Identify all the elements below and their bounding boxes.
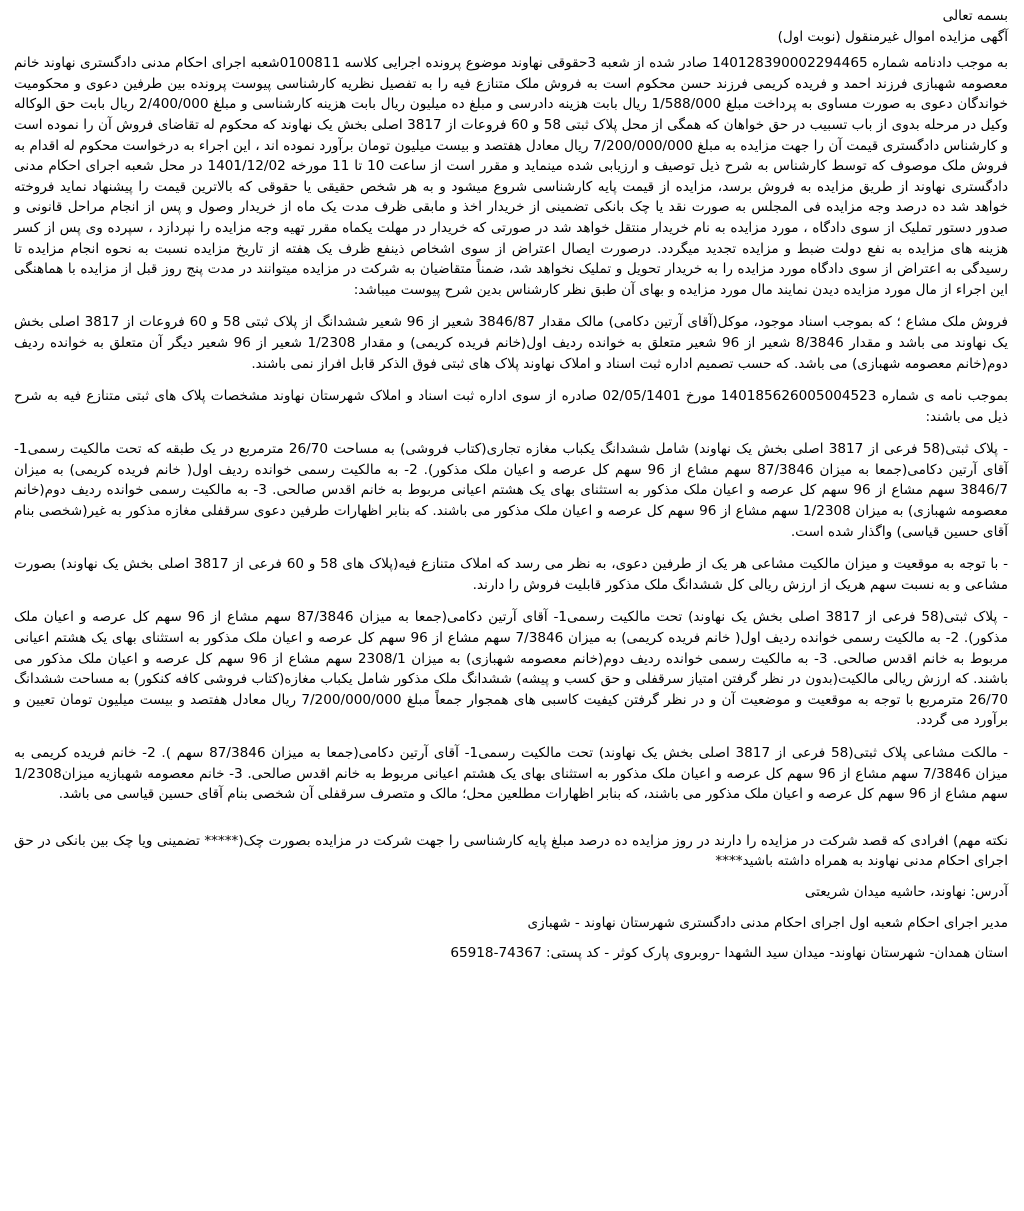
postal-address: استان همدان- شهرستان نهاوند- میدان سید الشهدا -روبروی پارک کوثر - کد پستی: 74367-65918 bbox=[450, 945, 1008, 962]
intro-paragraph: به موجب دادنامه شماره 140128390002294465 صادر شده از شعبه 3حقوقی نهاوند موضوع پرونده اجرایی کلاسه 0100811شعبه اجرای احکام مدنی دادگستری نهاوند خانم معصومه شهبازی فرزند احمد و فریده کریمی فرزند حسن محکوم است به فروش ملک متنازع فیه را به تفصیل نظریه کارشناسی پیوست پرونده بین طرفین دعوی و محکومیت خواندگان دعوی به صورت مساوی به پرداخت مبلغ 1/588/000 ریال بابت هزینه دادرسی و مبلغ ده میلیون ریال بابت هزینه کارشناسی و مبلغ 2/400/000 ریال بابت حق الوکاله وکیل در مرحله بدوی از باب تسبیب در حق خواهان که همگی از محل پلاک ثبتی 58 و 60 فروعات از 3817 اصلی بخش یک نهاوند که محکوم له تقاضای فروش آن را نموده است و کارشناس دادگستری قیمت آن را جهت مزایده به مبلغ 7/200/000/000 ریال معادل هفتصد و بیست میلیون تومان برآورد نموده اند ، این اجراء به درخواست محکوم له اقدام به فروش ملک موصوف که توسط کارشناس به شرح ذیل توصیف و ارزیابی شده مینماید و مقرر است از ساعت 10 تا 11 مورخه 1401/12/02 در محل شعبه اجرای احکام مدنی دادگستری نهاوند از طریق مزایده به فروش برسد، مزایده از قیمت پایه کارشناسی شروع میشود و به هر شخص حقیقی یا حقوقی که بالاترین قیمت را پیشنهاد نماید فروخته خواهد شد ده درصد وجه مزایده فی المجلس به صورت نقد یا چک بانکی تضمینی از خریدار اخذ و مابقی ظرف مدت یک ماه از خریدار وصول و پس از انجام مراحل قانونی و صدور دستور تملیک از سوی دادگاه ، مورد مزایده به نام خریدار منتقل خواهد شد در صورتی که خریدار در مهلت یکماه مقرر تهیه وجه مزایده را نپردازد ، سپرده وی پس از کسر هزینه های مزایده به نفع دولت ضبط و مزایده تجدید میگردد. درصورت ایصال اعتراض از سوی اشخاص ذینفع ظرف یک هفته از تاریخ مزایده نسبت به نحوه انجام مزایده تا رسیدگی به اعتراض از سوی دادگاه مورد مزایده را به خریدار تحویل و تملیک نخواهد شد، ضمناً متقاضیان به شرکت در مزایده میتوانند در مدت پنج روز قبل از مزایده با هماهنگی این اجراء از مال مورد مزایده دیدن نمایند مال مورد مزایده و بهای آن طبق نظر کارشناس بدین شرح پیوست میباشد: bbox=[14, 55, 1008, 298]
bismillah: بسمه تعالی bbox=[942, 8, 1008, 24]
list-item: - پلاک ثبتی(58 فرعی از 3817 اصلی بخش یک نهاوند) تحت مالکیت رسمی1- آقای آرتین دکامی(جمعا به میزان 87/3846 سهم مشاع از 96 سهم کل عرصه و اعیان ملک مذکور). 2- به مالکیت رسمی خوانده ردیف اول( خانم فریده کریمی) به میزان 7/3846 سهم مشاع از 96 سهم کل عرصه و اعیان ملک مذکور به استثنای بهای یک هشتم اعیانی مربوط به خانم اقدس صالحی. 3- به مالکیت رسمی خوانده ردیف دوم(خانم معصومه شهبازی) به میزان 2308/1 سهم مشاع از 96 سهم کل عرصه و اعیان ملک مذکور می باشند. که ارزش ریالی مالکیت(بدون در نظر گرفتن امتیاز سرقفلی و حق کسب و پیشه) ششدانگ ملک مذکور شامل یکباب مغازه(کتاب فروشی کافه کنکور) به مساحت ششدانگ 26/70 مترمربع با توجه به موقعیت و موضعیت آن و در نظر گرفتن کیفیت کاسبی های همجوار جمعاً مبلغ 7/200/000/000 ریال معادل هفتصد و بیست میلیون تومان تعیین و برآورد می گردد. bbox=[14, 609, 1008, 729]
list-item: - مالکت مشاعی پلاک ثبتی(58 فرعی از 3817 اصلی بخش یک نهاوند) تحت مالکیت رسمی1- آقای آرتین دکامی(جمعا به میزان 87/3846 سهم ). 2- خانم فریده کریمی به میزان 7/3846 سهم مشاع از 96 سهم کل عرصه و اعیان ملک مذکور به استثنای بهای یک هشتم اعیانی مربوط به خانم اقدس صالحی. 3- خانم معصومه شهبازیه میزان1/2308 سهم مشاع از 96 سهم کل عرصه و اعیان ملک مذکور می باشند، که بنابر اظهارات مطلعین محل؛ مالک و متصرف سرقفلی آن شخصی بنام آقای حسین قیاسی می باشد. bbox=[14, 745, 1008, 803]
property-paragraph: فروش ملک مشاع ؛ که بموجب اسناد موجود، موکل(آقای آرتین دکامی) مالک مقدار 3846/87 شعیر از 96 شعیر ششدانگ از پلاک ثبتی 58 و 60 فروعات از 3817 اصلی بخش یک نهاوند می باشد و مقدار 8/3846 شعیر از 96 شعیر متعلق به خوانده ردیف اول(خانم فریده کریمی) و مقدار 1/2308 شعیر از 96 شعیر دیگر آن متعلق به خوانده ردیف دوم(خانم معصومه شهبازی) می باشد. که حسب تصمیم اداره ثبت اسناد و املاک نهاوند پلاک های ثبتی فوق الذکر قابل افراز نمی باشند. bbox=[14, 314, 1008, 372]
signature: مدیر اجرای احکام شعبه اول اجرای احکام مدنی دادگستری شهرستان نهاوند - شهبازی bbox=[527, 914, 1008, 931]
registry-paragraph: بموجب نامه ی شماره 140185626005004523 مورخ 02/05/1401 صادره از سوی اداره ثبت اسناد و املاک شهرستان نهاوند مشخصات پلاک های ثبتی متنازع فیه به شرح ذیل می باشند: bbox=[14, 388, 1008, 425]
important-note: نکته مهم) افرادی که قصد شرکت در مزایده را دارند در روز مزایده ده درصد مبلغ پایه کارشناسی را جهت شرکت در مزایده بصورت چک(***** تضمینی ویا چک بین بانکی در حق اجرای احکام مدنی نهاوند به همراه داشته باشید**** bbox=[14, 832, 1008, 870]
list-item: - پلاک ثبتی(58 فرعی از 3817 اصلی بخش یک نهاوند) شامل ششدانگ یکباب مغازه تجاری(کتاب فروشی) به مساحت 26/70 مترمربع در یک طبقه که تحت مالکیت رسمی1- آقای آرتین دکامی(جمعا به میزان 87/3846 سهم مشاع از 96 سهم کل عرصه و اعیان ملک مذکور). 2- به مالکیت رسمی خوانده ردیف اول( خانم فریده کریمی) به میزان 3846/7 سهم مشاع از 96 سهم کل عرصه و اعیان ملک مذکور به استثنای بهای یک هشتم اعیانی مربوط به خانم اقدس صالحی. 3- به مالکیت رسمی خوانده ردیف دوم(خانم معصومه شهبازی) به میزان 1/2308 سهم مشاع از 96 سهم کل عرصه و اعیان ملک مذکور می باشند. که بنابر اظهارات طرفین دعوی سرقفلی مغازه مذکور به غیر(شخصی بنام آقای حسین قیاسی) واگذار شده است. bbox=[14, 441, 1008, 540]
list-item: - با توجه به موقعیت و میزان مالکیت مشاعی هر یک از طرفین دعوی، به نظر می رسد که املاک متنازع فیه(پلاک های 58 و 60 فرعی از 3817 اصلی بخش یک نهاوند) بصورت مشاعی و به نسبت سهم هریک از ارزش ریالی کل ششدانگ ملک مذکور قابلیت فروش را دارند. bbox=[14, 556, 1008, 593]
notice-title: آگهی مزایده اموال غیرمنقول (نوبت اول) bbox=[777, 28, 1008, 45]
address: آدرس: نهاوند، حاشیه میدان شریعتی bbox=[804, 883, 1008, 900]
